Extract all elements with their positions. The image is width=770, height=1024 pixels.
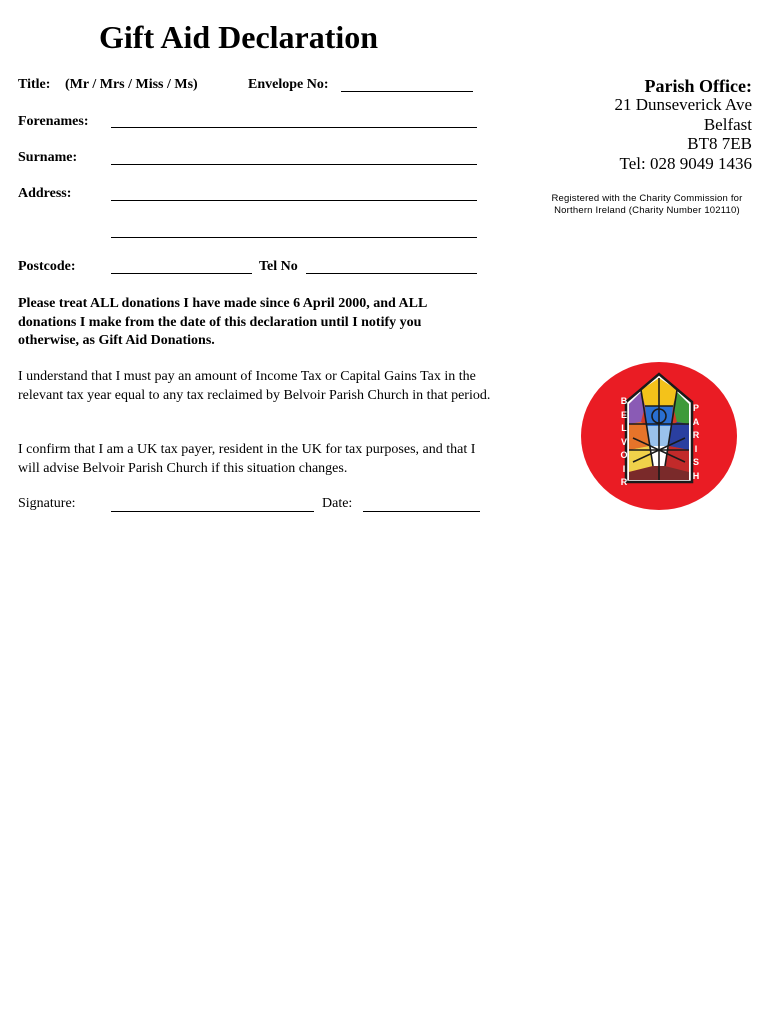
forenames-field[interactable] bbox=[111, 127, 477, 128]
tel-label: Tel No bbox=[259, 259, 298, 274]
surname-field[interactable] bbox=[111, 164, 477, 165]
stained-glass-window-icon bbox=[581, 362, 737, 510]
title-label: Title: bbox=[18, 77, 51, 92]
office-heading: Parish Office: bbox=[644, 76, 752, 96]
belvoir-parish-logo bbox=[581, 362, 737, 510]
office-address-line2: Belfast bbox=[703, 115, 752, 134]
tel-field[interactable] bbox=[306, 273, 477, 274]
envelope-field[interactable] bbox=[341, 91, 473, 92]
confirm-text: I confirm that I am a UK tax payer, resident in the UK for tax purposes, and that I will advise Belvoir Parish Church if this situation changes. bbox=[18, 442, 476, 476]
logo-text-belvoir: B E L V O I R bbox=[620, 396, 628, 487]
logo-text-parish: P A R I S H bbox=[692, 403, 700, 481]
office-address-line1: 21 Dunseverick Ave bbox=[614, 95, 752, 114]
address-field-line2[interactable] bbox=[111, 237, 477, 238]
forenames-label: Forenames: bbox=[18, 114, 89, 129]
date-field[interactable] bbox=[363, 511, 480, 512]
title-options: (Mr / Mrs / Miss / Ms) bbox=[65, 77, 198, 92]
office-address-line3: BT8 7EB bbox=[687, 134, 752, 153]
date-label: Date: bbox=[322, 496, 353, 511]
envelope-label: Envelope No: bbox=[248, 77, 329, 92]
signature-label: Signature: bbox=[18, 496, 76, 511]
postcode-field[interactable] bbox=[111, 273, 252, 274]
address-label: Address: bbox=[18, 186, 72, 201]
surname-label: Surname: bbox=[18, 150, 78, 165]
understand-text: I understand that I must pay an amount of Income Tax or Capital Gains Tax in the relevant tax year equal to any tax reclaimed by Belvoir Parish Church in that period. bbox=[18, 369, 491, 403]
registration-line1: Registered with the Charity Commission for bbox=[551, 193, 743, 204]
declaration-text: Please treat ALL donations I have made since 6 April 2000, and ALL donations I make from the date of this declaration until I notify you otherwise, as Gift Aid Donations. bbox=[18, 296, 427, 348]
charity-registration bbox=[540, 193, 754, 217]
address-field-line1[interactable] bbox=[111, 200, 477, 201]
postcode-label: Postcode: bbox=[18, 259, 76, 274]
signature-field[interactable] bbox=[111, 511, 314, 512]
office-tel: Tel: 028 9049 1436 bbox=[619, 154, 752, 173]
page-title: Gift Aid Declaration bbox=[99, 19, 379, 55]
registration-line2: Northern Ireland (Charity Number 102110) bbox=[554, 205, 740, 216]
